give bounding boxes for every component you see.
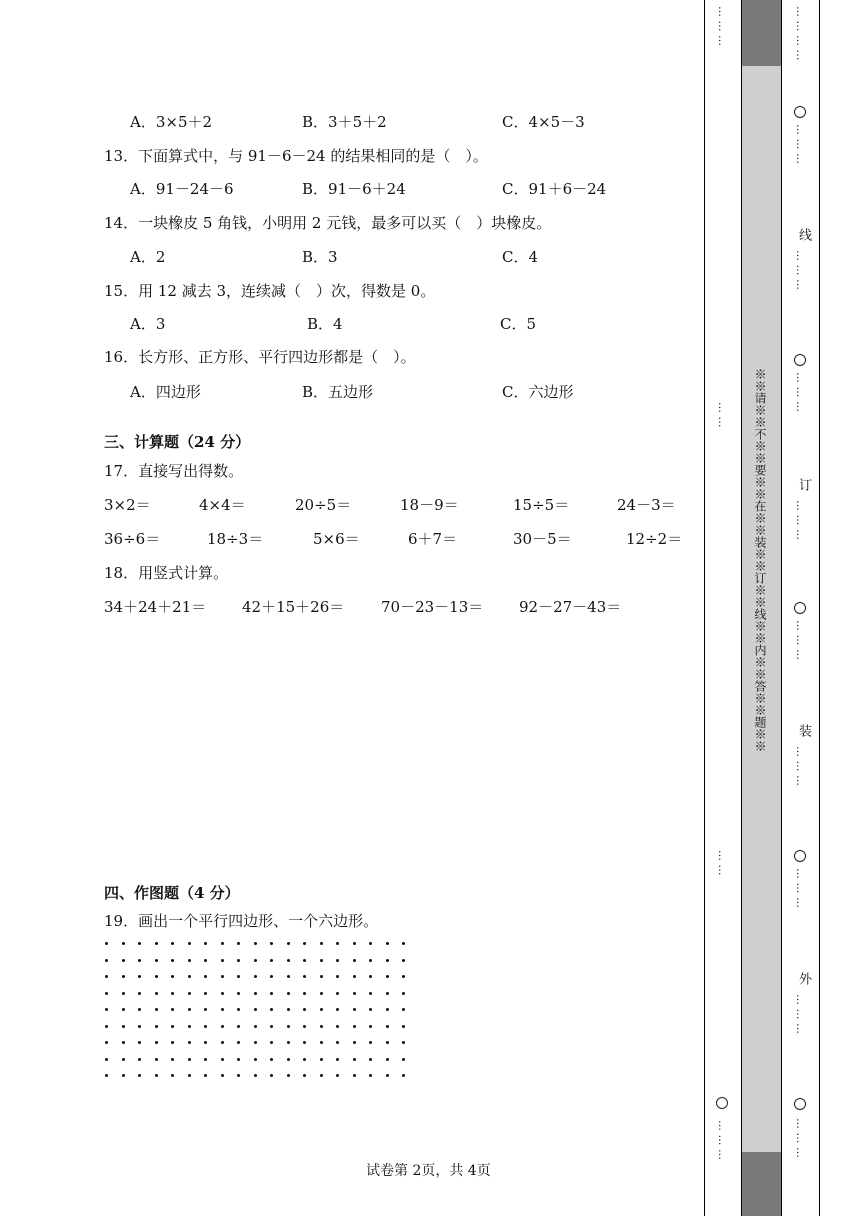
grid-dot (254, 1008, 257, 1011)
binding-circle (794, 850, 806, 862)
binding-inner-line-right (781, 0, 782, 1216)
binding-label-install: 装 (796, 724, 811, 738)
grid-dot (105, 1074, 108, 1077)
binding-border-left (704, 0, 705, 1216)
grid-dot (122, 1025, 125, 1028)
grid-dot (138, 959, 141, 962)
grid-dot (155, 959, 158, 962)
grid-dot (155, 942, 158, 945)
calc-item: 20÷5＝ (295, 496, 352, 514)
grid-dot (369, 1074, 372, 1077)
binding-dots: … … … (794, 620, 807, 660)
grid-dot (369, 1008, 372, 1011)
grid-dot (386, 975, 389, 978)
grid-dot (221, 1008, 224, 1011)
grid-dot (320, 959, 323, 962)
grid-dot (105, 1025, 108, 1028)
binding-dots: … … … (794, 250, 807, 290)
grid-dot (254, 1058, 257, 1061)
grid-dot (303, 1008, 306, 1011)
grid-dot (171, 1041, 174, 1044)
binding-circle (794, 1098, 806, 1110)
binding-circle (794, 106, 806, 118)
calc-item: 24－3＝ (617, 496, 676, 514)
binding-dots: … … … (716, 6, 729, 46)
grid-dot (287, 1025, 290, 1028)
grid-dot (353, 992, 356, 995)
grid-dot (188, 975, 191, 978)
grid-dot (303, 1041, 306, 1044)
question-17: 17．直接写出得数。 (104, 462, 244, 480)
grid-dot (303, 942, 306, 945)
grid-dot (353, 975, 356, 978)
q12-option-c: C．4×5－3 (502, 113, 585, 131)
grid-dot (171, 975, 174, 978)
calc-item: 12÷2＝ (626, 530, 683, 548)
question-18: 18．用竖式计算。 (104, 564, 229, 582)
grid-dot (320, 975, 323, 978)
grid-dot (221, 959, 224, 962)
q14-option-c: C．4 (502, 248, 539, 266)
grid-dot (369, 959, 372, 962)
grid-dot (402, 1058, 405, 1061)
grid-dot (270, 959, 273, 962)
q14-option-a: A．2 (130, 248, 166, 266)
grid-dot (353, 942, 356, 945)
vertical-calc-item: 92－27－43＝ (519, 598, 622, 616)
grid-dot (270, 1025, 273, 1028)
grid-dot (270, 975, 273, 978)
grid-dot (171, 942, 174, 945)
q15-option-a: A．3 (130, 315, 166, 333)
grid-dot (320, 1025, 323, 1028)
grid-dot (270, 942, 273, 945)
grid-dot (303, 975, 306, 978)
question-16: 16．长方形、正方形、平行四边形都是（ ）。 (104, 348, 416, 366)
grid-dot (221, 1074, 224, 1077)
grid-dot (237, 1074, 240, 1077)
grid-dot (155, 1074, 158, 1077)
binding-notice: ※※请※※不※※要※※在※※装※※订※※线※※内※※答※※题※※ (753, 368, 767, 752)
grid-dot (287, 1074, 290, 1077)
grid-dot (138, 1058, 141, 1061)
grid-dot (336, 1025, 339, 1028)
calc-item: 5×6＝ (313, 530, 360, 548)
grid-dot (369, 1041, 372, 1044)
grid-dot (369, 975, 372, 978)
calc-item: 18－9＝ (400, 496, 459, 514)
grid-dot (221, 942, 224, 945)
grid-dot (320, 1058, 323, 1061)
grid-dot (336, 1041, 339, 1044)
grid-dot (155, 975, 158, 978)
calc-item: 30－5＝ (513, 530, 572, 548)
grid-dot (105, 1058, 108, 1061)
grid-dot (353, 959, 356, 962)
grid-dot (188, 1074, 191, 1077)
grid-dot (386, 1025, 389, 1028)
question-14: 14．一块橡皮 5 角钱，小明用 2 元钱，最多可以买（ ）块橡皮。 (104, 214, 552, 232)
binding-label-outer: 外 (796, 972, 811, 986)
grid-dot (386, 1074, 389, 1077)
grid-dot (105, 1041, 108, 1044)
grid-dot (105, 975, 108, 978)
grid-dot (188, 1008, 191, 1011)
vertical-calc-item: 34＋24＋21＝ (104, 598, 207, 616)
q15-option-c: C．5 (500, 315, 537, 333)
binding-dots: … … … … (794, 6, 807, 61)
grid-dot (138, 992, 141, 995)
grid-dot (188, 1025, 191, 1028)
calc-item: 15÷5＝ (513, 496, 570, 514)
grid-dot (254, 992, 257, 995)
grid-dot (254, 1074, 257, 1077)
grid-dot (155, 1008, 158, 1011)
grid-dot (204, 975, 207, 978)
binding-dots: … … … (794, 1118, 807, 1158)
grid-dot (155, 1058, 158, 1061)
grid-dot (138, 1008, 141, 1011)
grid-dot (287, 975, 290, 978)
grid-dot (204, 1058, 207, 1061)
binding-dots: … … … (794, 124, 807, 164)
binding-dots: … … … (794, 868, 807, 908)
grid-dot (270, 1074, 273, 1077)
q12-option-a: A．3×5＋2 (130, 113, 213, 131)
grid-dot (155, 992, 158, 995)
calc-item: 4×4＝ (199, 496, 246, 514)
grid-dot (386, 1041, 389, 1044)
grid-dot (402, 1041, 405, 1044)
grid-dot (369, 1025, 372, 1028)
grid-dot (386, 1008, 389, 1011)
binding-label-bind: 订 (796, 478, 811, 492)
grid-dot (204, 1074, 207, 1077)
grid-dot (386, 942, 389, 945)
grid-dot (402, 1025, 405, 1028)
grid-dot (270, 1008, 273, 1011)
grid-dot (303, 1025, 306, 1028)
grid-dot (122, 1074, 125, 1077)
binding-inner-line-left (741, 0, 742, 1216)
grid-dot (221, 1041, 224, 1044)
page-footer: 试卷第 2页，共 4页 (366, 1163, 491, 1179)
grid-dot (171, 992, 174, 995)
binding-dots: … … … (716, 1120, 729, 1160)
grid-dot (320, 942, 323, 945)
grid-dot (204, 1025, 207, 1028)
grid-dot (353, 1074, 356, 1077)
grid-dot (270, 1041, 273, 1044)
grid-dot (336, 959, 339, 962)
grid-dot (336, 975, 339, 978)
binding-circle (716, 1097, 728, 1109)
grid-dot (320, 1008, 323, 1011)
grid-dot (122, 992, 125, 995)
grid-dot (287, 1041, 290, 1044)
grid-dot (122, 942, 125, 945)
grid-dot (386, 1058, 389, 1061)
binding-dots: … … … (794, 994, 807, 1034)
grid-dot (237, 1041, 240, 1044)
grid-dot (303, 959, 306, 962)
grid-dot (320, 1041, 323, 1044)
vertical-calc-item: 70－23－13＝ (381, 598, 484, 616)
grid-dot (287, 959, 290, 962)
grid-dot (188, 1041, 191, 1044)
binding-dots: … … (716, 402, 729, 428)
grid-dot (171, 959, 174, 962)
binding-dots: … … (716, 850, 729, 876)
grid-dot (105, 1008, 108, 1011)
question-19: 19．画出一个平行四边形、一个六边形。 (104, 912, 379, 930)
calc-item: 6＋7＝ (408, 530, 458, 548)
grid-dot (171, 1025, 174, 1028)
binding-dots: … … … (794, 372, 807, 412)
grid-dot (204, 1008, 207, 1011)
grid-dot (303, 992, 306, 995)
grid-dot (221, 975, 224, 978)
grid-dot (402, 1008, 405, 1011)
grid-dot (386, 959, 389, 962)
grid-dot (402, 942, 405, 945)
grid-dot (237, 1058, 240, 1061)
q15-option-b: B．4 (307, 315, 343, 333)
grid-dot (122, 975, 125, 978)
q12-option-b: B．3＋5＋2 (302, 113, 387, 131)
grid-dot (402, 992, 405, 995)
grid-dot (138, 942, 141, 945)
grid-dot (320, 1074, 323, 1077)
grid-dot (188, 1058, 191, 1061)
grid-dot (270, 992, 273, 995)
grid-dot (122, 959, 125, 962)
q16-option-b: B．五边形 (302, 383, 374, 401)
grid-dot (122, 1041, 125, 1044)
binding-border-right (819, 0, 820, 1216)
binding-circle (794, 602, 806, 614)
grid-dot (204, 959, 207, 962)
grid-dot (270, 1058, 273, 1061)
grid-dot (369, 942, 372, 945)
grid-dot (320, 992, 323, 995)
q16-option-a: A．四边形 (130, 383, 201, 401)
grid-dot (402, 1074, 405, 1077)
grid-dot (221, 1025, 224, 1028)
grid-dot (336, 992, 339, 995)
grid-dot (155, 1025, 158, 1028)
grid-dot (237, 1025, 240, 1028)
grid-dot (188, 942, 191, 945)
grid-dot (105, 959, 108, 962)
grid-dot (171, 1008, 174, 1011)
calc-item: 18÷3＝ (207, 530, 264, 548)
grid-dot (254, 1025, 257, 1028)
grid-dot (353, 1008, 356, 1011)
section-3-heading: 三、计算题（24 分） (104, 433, 251, 451)
binding-dots: … … … (794, 746, 807, 786)
grid-dot (237, 992, 240, 995)
vertical-calc-item: 42＋15＋26＝ (242, 598, 345, 616)
binding-dark-block-bottom (741, 1152, 781, 1216)
grid-dot (353, 1058, 356, 1061)
grid-dot (336, 1058, 339, 1061)
grid-dot (237, 1008, 240, 1011)
grid-dot (287, 992, 290, 995)
grid-dot (336, 942, 339, 945)
grid-dot (138, 1074, 141, 1077)
grid-dot (204, 942, 207, 945)
grid-dot (237, 959, 240, 962)
binding-label-line: 线 (796, 228, 811, 242)
grid-dot (369, 992, 372, 995)
q14-option-b: B．3 (302, 248, 338, 266)
grid-dot (287, 1008, 290, 1011)
grid-dot (138, 975, 141, 978)
grid-dot (303, 1058, 306, 1061)
grid-dot (402, 975, 405, 978)
grid-dot (122, 1058, 125, 1061)
grid-dot (303, 1074, 306, 1077)
grid-dot (221, 992, 224, 995)
q13-option-a: A．91－24－6 (130, 180, 234, 198)
grid-dot (237, 942, 240, 945)
grid-dot (254, 1041, 257, 1044)
calc-item: 3×2＝ (104, 496, 151, 514)
grid-dot (237, 975, 240, 978)
grid-dot (188, 959, 191, 962)
grid-dot (336, 1008, 339, 1011)
grid-dot (171, 1074, 174, 1077)
binding-circle (794, 354, 806, 366)
grid-dot (336, 1074, 339, 1077)
grid-dot (204, 1041, 207, 1044)
grid-dot (353, 1025, 356, 1028)
grid-dot (171, 1058, 174, 1061)
grid-dot (287, 1058, 290, 1061)
grid-dot (254, 959, 257, 962)
grid-dot (386, 992, 389, 995)
question-15: 15．用 12 减去 3，连续减（ ）次，得数是 0。 (104, 282, 436, 300)
question-13: 13．下面算式中，与 91－6－24 的结果相同的是（ ）。 (104, 147, 488, 165)
grid-dot (188, 992, 191, 995)
q13-option-b: B．91－6＋24 (302, 180, 406, 198)
q16-option-c: C．六边形 (502, 383, 574, 401)
grid-dot (221, 1058, 224, 1061)
grid-dot (138, 1025, 141, 1028)
grid-dot (402, 959, 405, 962)
q13-option-c: C．91＋6－24 (502, 180, 607, 198)
section-4-heading: 四、作图题（4 分） (104, 884, 240, 902)
grid-dot (254, 975, 257, 978)
grid-dot (369, 1058, 372, 1061)
grid-dot (254, 942, 257, 945)
grid-dot (122, 1008, 125, 1011)
binding-dots: … … … (794, 500, 807, 540)
grid-dot (105, 992, 108, 995)
grid-dot (287, 942, 290, 945)
binding-dark-block-top (741, 0, 781, 66)
calc-item: 36÷6＝ (104, 530, 161, 548)
grid-dot (204, 992, 207, 995)
grid-dot (105, 942, 108, 945)
grid-dot (353, 1041, 356, 1044)
dot-grid (105, 942, 415, 1084)
grid-dot (155, 1041, 158, 1044)
grid-dot (138, 1041, 141, 1044)
